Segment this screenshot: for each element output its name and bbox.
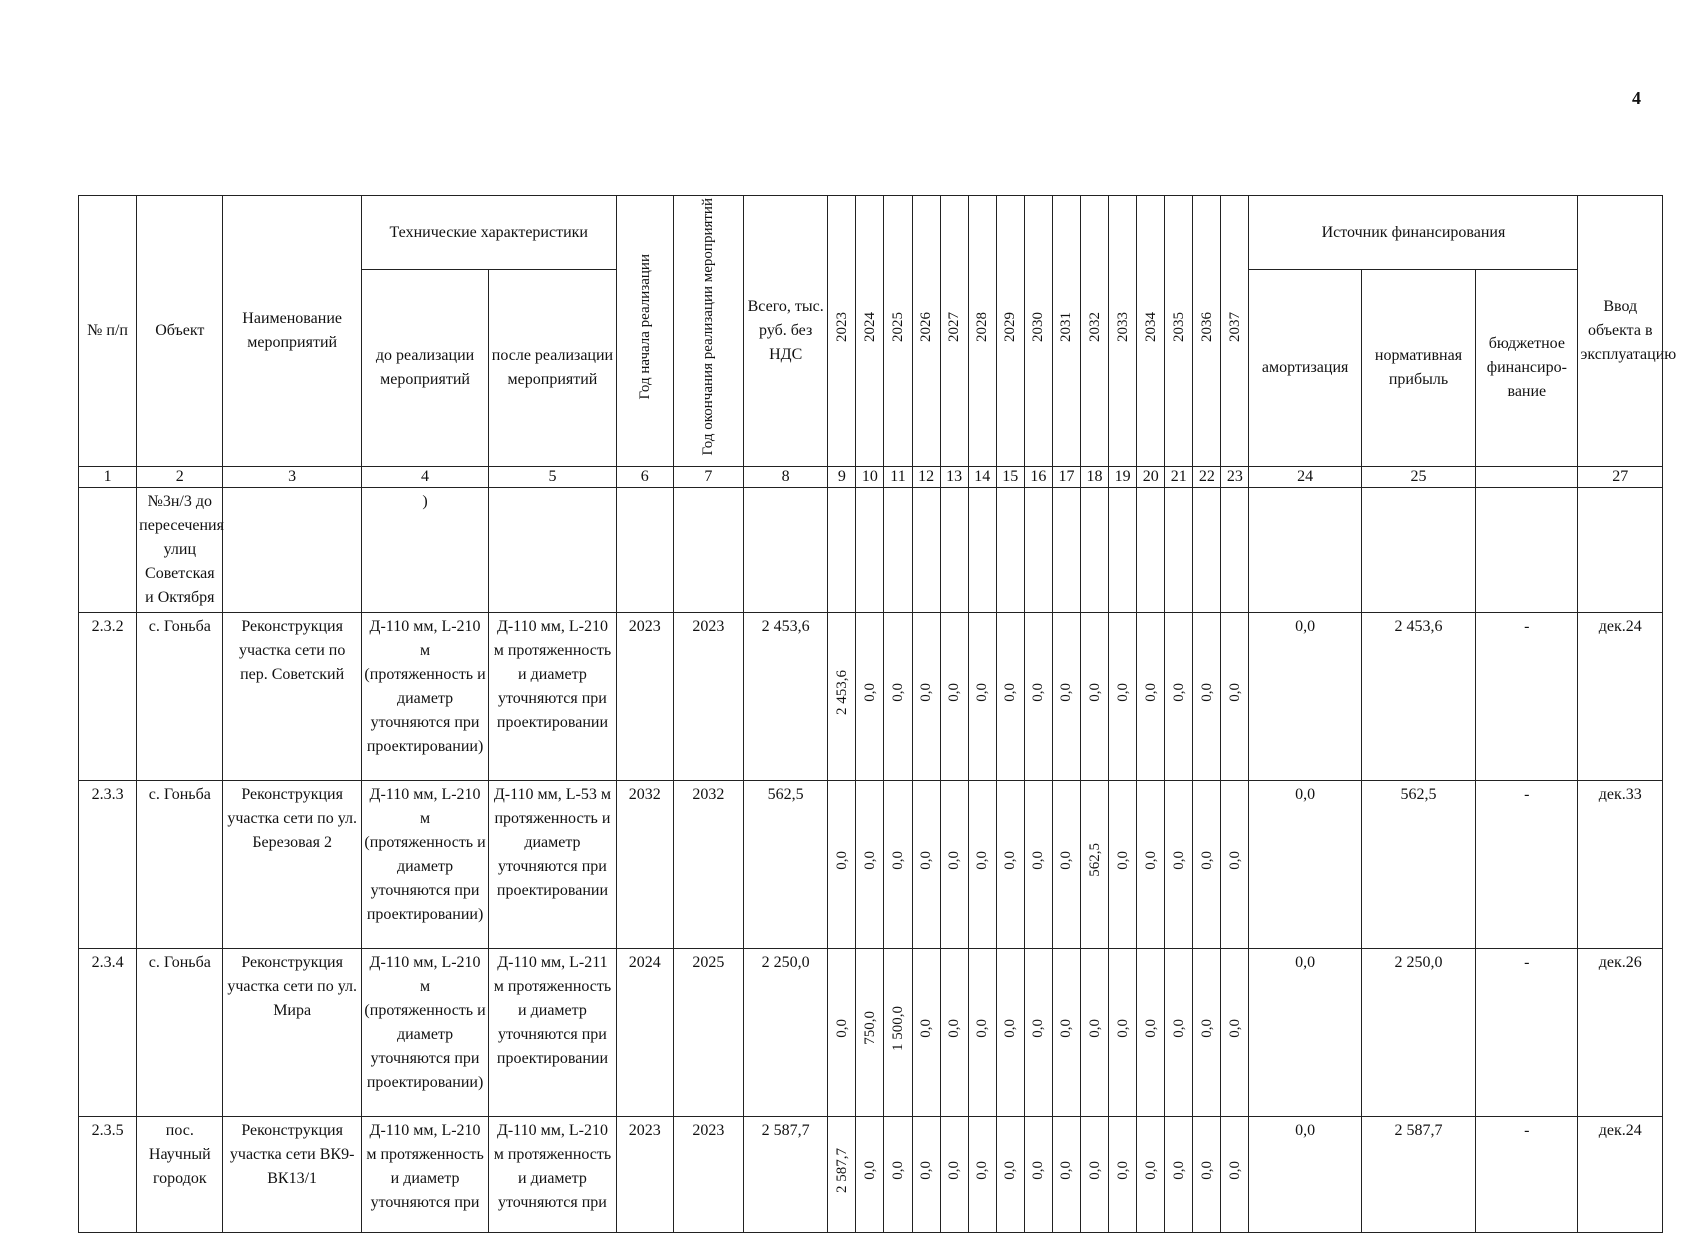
year-value: 0,0: [889, 1160, 906, 1180]
cell-amort: 0,0: [1249, 612, 1361, 780]
cell-year-value: [912, 612, 940, 780]
header-year: 2028: [968, 196, 996, 467]
year-value: 0,0: [1002, 850, 1019, 870]
cell-year-value: [1221, 780, 1249, 948]
cell-before: ): [361, 487, 488, 612]
cell-year-value: [996, 780, 1024, 948]
header-year: 2031: [1052, 196, 1080, 467]
cell-start: 2032: [616, 780, 673, 948]
cell-profit: [1361, 487, 1475, 612]
year-value: 0,0: [1058, 850, 1075, 870]
column-number: 20: [1137, 466, 1165, 487]
cell-year-value: [940, 1116, 968, 1232]
column-number: 25: [1361, 466, 1475, 487]
column-number: 12: [912, 466, 940, 487]
year-value: 0,0: [1114, 850, 1131, 870]
header-row-1: [79, 196, 1663, 270]
year-value: 0,0: [1198, 1018, 1215, 1038]
cell-num: 2.3.5: [79, 1116, 137, 1232]
header-total: Всего, тыс. руб. без НДС: [744, 196, 828, 467]
cell-year-value: [1024, 780, 1052, 948]
cell-year-value: [1081, 780, 1109, 948]
column-number: 8: [744, 466, 828, 487]
column-number: 3: [223, 466, 361, 487]
cell-end: 2023: [673, 612, 743, 780]
cell-year-value: [912, 780, 940, 948]
cell-start: 2023: [616, 1116, 673, 1232]
year-value: 0,0: [1058, 682, 1075, 702]
year-value: 0,0: [1114, 682, 1131, 702]
header-year: 2024: [856, 196, 884, 467]
cell-budget: [1476, 487, 1578, 612]
year-value: 0,0: [974, 1160, 991, 1180]
header-year: 2025: [884, 196, 912, 467]
table-row: [79, 948, 1663, 1116]
year-value: 750,0: [861, 1011, 878, 1045]
column-number: 18: [1081, 466, 1109, 487]
cell-year-value: [828, 780, 856, 948]
year-value: 0,0: [1226, 1018, 1243, 1038]
cell-year-value: [1193, 780, 1221, 948]
cell-year-value: [828, 612, 856, 780]
year-value: 0,0: [1226, 850, 1243, 870]
column-number: 17: [1052, 466, 1080, 487]
cell-after: Д-110 мм, L-210 м протяженность и диаметр уточняются при: [489, 1116, 616, 1232]
column-number: 7: [673, 466, 743, 487]
cell-commission: дек.26: [1578, 948, 1663, 1116]
cell-year-value: [1165, 948, 1193, 1116]
cell-name: [223, 487, 361, 612]
cell-year-value: [1137, 1116, 1165, 1232]
cell-year-value: [1165, 1116, 1193, 1232]
column-number: 16: [1024, 466, 1052, 487]
year-value: 0,0: [1142, 1160, 1159, 1180]
cell-year-value: [1193, 1116, 1221, 1232]
cell-budget: -: [1476, 948, 1578, 1116]
cell-before: Д-110 мм, L-210 м (протяженность и диаметр уточняются при проектировании): [361, 780, 488, 948]
column-number: 10: [856, 466, 884, 487]
cell-year-value: [884, 948, 912, 1116]
column-number: 14: [968, 466, 996, 487]
cell-before: Д-110 мм, L-210 м (протяженность и диаметр уточняются при проектировании): [361, 612, 488, 780]
cell-year-value: [1193, 612, 1221, 780]
year-value: 2 453,6: [833, 669, 850, 715]
year-value: 0,0: [833, 850, 850, 870]
column-number: 27: [1578, 466, 1663, 487]
cell-budget: -: [1476, 612, 1578, 780]
year-value: 0,0: [889, 850, 906, 870]
year-value: 0,0: [889, 682, 906, 702]
year-value: 0,0: [1198, 1160, 1215, 1180]
year-value: 0,0: [861, 850, 878, 870]
cell-profit: 2 250,0: [1361, 948, 1475, 1116]
cell-year-value: [1109, 780, 1137, 948]
year-value: 0,0: [946, 850, 963, 870]
cell-name: Реконструкция участка сети по пер. Советский: [223, 612, 361, 780]
column-number: 2: [137, 466, 223, 487]
year-value: 0,0: [946, 682, 963, 702]
cell-year-value: [1221, 612, 1249, 780]
cell-year-value: [940, 612, 968, 780]
cell-year-value: [856, 612, 884, 780]
cell-before: Д-110 мм, L-210 м протяженность и диаметр уточняются при: [361, 1116, 488, 1232]
cell-year-value: [1081, 948, 1109, 1116]
cell-commission: дек.24: [1578, 612, 1663, 780]
cell-year-value: [1109, 1116, 1137, 1232]
cell-name: Реконструкция участка сети по ул. Мира: [223, 948, 361, 1116]
cell-year-value: [1109, 948, 1137, 1116]
header-year: 2037: [1221, 196, 1249, 467]
cell-year-value: [884, 1116, 912, 1232]
cell-start: 2023: [616, 612, 673, 780]
header-year: 2030: [1024, 196, 1052, 467]
cell-object: с. Гоньба: [137, 780, 223, 948]
cell-object: с. Гоньба: [137, 948, 223, 1116]
cell-end: 2023: [673, 1116, 743, 1232]
cell-year-value: [1024, 948, 1052, 1116]
cell-budget: -: [1476, 780, 1578, 948]
investment-table: [78, 195, 1677, 1233]
year-value: 0,0: [918, 1160, 935, 1180]
cell-year-value: [856, 948, 884, 1116]
cell-name: Реконструкция участка сети по ул. Березовая 2: [223, 780, 361, 948]
cell-year-value: [1024, 1116, 1052, 1232]
cell-amort: 0,0: [1249, 780, 1361, 948]
header-commission: Ввод объекта в эксплуатацию: [1578, 196, 1663, 467]
cell-year-value: [996, 1116, 1024, 1232]
cell-num: 2.3.2: [79, 612, 137, 780]
cell-commission: дек.33: [1578, 780, 1663, 948]
cell-object: пос. Научный городок: [137, 1116, 223, 1232]
cell-year-value: [1024, 612, 1052, 780]
column-number: 15: [996, 466, 1024, 487]
column-number: 24: [1249, 466, 1361, 487]
cell-commission: дек.24: [1578, 1116, 1663, 1232]
cell-total: 562,5: [744, 780, 828, 948]
column-number: 11: [884, 466, 912, 487]
cell-total: 2 453,6: [744, 612, 828, 780]
cell-amort: 0,0: [1249, 1116, 1361, 1232]
year-value: 0,0: [1086, 682, 1103, 702]
cell-year-value: [1137, 612, 1165, 780]
column-number: 5: [489, 466, 616, 487]
year-value: 0,0: [1198, 682, 1215, 702]
cell-year-value: [1052, 780, 1080, 948]
year-value: 0,0: [1226, 682, 1243, 702]
cell-year-value: [1109, 612, 1137, 780]
cell-year-value: [1137, 780, 1165, 948]
cell-year-value: [1081, 612, 1109, 780]
cell-year-value: [884, 780, 912, 948]
cell-year-value: [1221, 948, 1249, 1116]
header-before: до реализации мероприятий: [361, 270, 488, 467]
year-value: 0,0: [918, 850, 935, 870]
year-value: 0,0: [1226, 1160, 1243, 1180]
year-value: 0,0: [946, 1160, 963, 1180]
cell-year-value: [828, 948, 856, 1116]
cell-year-value: [912, 948, 940, 1116]
year-value: 0,0: [946, 1018, 963, 1038]
column-number: 4: [361, 466, 488, 487]
year-value: 0,0: [1142, 682, 1159, 702]
header-year: 2035: [1165, 196, 1193, 467]
year-value: 562,5: [1086, 843, 1103, 877]
year-value: 0,0: [1114, 1160, 1131, 1180]
column-number: 1: [79, 466, 137, 487]
page-number: 4: [1632, 88, 1641, 108]
cell-profit: 562,5: [1361, 780, 1475, 948]
cell-before: Д-110 мм, L-210 м (протяженность и диаметр уточняются при проектировании): [361, 948, 488, 1116]
table-row: [79, 612, 1663, 780]
header-budget: бюджетное финансиро-вание: [1476, 270, 1578, 467]
cell-amort: [1249, 487, 1361, 612]
cell-year-value: [940, 948, 968, 1116]
cell-object: №3н/3 до пересечения улиц Советская и Октября: [137, 487, 223, 612]
year-value: 0,0: [833, 1018, 850, 1038]
column-number: 13: [940, 466, 968, 487]
header-num: № п/п: [79, 196, 137, 467]
year-value: 0,0: [1170, 682, 1187, 702]
cell-after: Д-110 мм, L-210 м протяженность и диаметр уточняются при проектировании: [489, 612, 616, 780]
year-value: 0,0: [1142, 850, 1159, 870]
year-value: 0,0: [1142, 1018, 1159, 1038]
year-value: 0,0: [1002, 1018, 1019, 1038]
header-start-year: Год начала реализации: [616, 196, 673, 467]
year-value: 0,0: [974, 682, 991, 702]
cell-num: 2.3.3: [79, 780, 137, 948]
cell-total: 2 250,0: [744, 948, 828, 1116]
header-year: 2027: [940, 196, 968, 467]
cell-end: [673, 487, 743, 612]
cell-year-value: [1193, 948, 1221, 1116]
cell-total: 2 587,7: [744, 1116, 828, 1232]
cell-year-value: [1081, 1116, 1109, 1232]
header-year: 2033: [1109, 196, 1137, 467]
column-number: 23: [1221, 466, 1249, 487]
header-after: после реализации мероприятий: [489, 270, 616, 467]
header-year: 2034: [1137, 196, 1165, 467]
header-year: 2036: [1193, 196, 1221, 467]
cell-year-value: [856, 780, 884, 948]
cell-commission: [1578, 487, 1663, 612]
year-value: 0,0: [1002, 682, 1019, 702]
cell-year-value: [996, 948, 1024, 1116]
cell-year-value: [1052, 1116, 1080, 1232]
cell-num: [79, 487, 137, 612]
year-value: 0,0: [974, 1018, 991, 1038]
cell-year-value: [912, 1116, 940, 1232]
cell-year-value: [1052, 948, 1080, 1116]
cell-year-value: [968, 948, 996, 1116]
cell-year-value: [968, 1116, 996, 1232]
year-value: 1 500,0: [889, 1005, 906, 1051]
year-value: 0,0: [1170, 1160, 1187, 1180]
year-value: 0,0: [1030, 1018, 1047, 1038]
year-value: 0,0: [918, 1018, 935, 1038]
year-value: 0,0: [1198, 850, 1215, 870]
header-year: 2029: [996, 196, 1024, 467]
cell-year-value: [996, 612, 1024, 780]
column-number-row: [79, 466, 1663, 487]
cell-budget: -: [1476, 1116, 1578, 1232]
year-value: 0,0: [1114, 1018, 1131, 1038]
year-value: 0,0: [861, 682, 878, 702]
cell-name: Реконструкция участка сети ВК9-ВК13/1: [223, 1116, 361, 1232]
year-value: 0,0: [1086, 1018, 1103, 1038]
year-value: 0,0: [1086, 1160, 1103, 1180]
year-value: 0,0: [1170, 850, 1187, 870]
cell-profit: 2 453,6: [1361, 612, 1475, 780]
cell-year-value: [968, 780, 996, 948]
column-number: 19: [1109, 466, 1137, 487]
cell-year-value: [1052, 612, 1080, 780]
header-year: 2032: [1081, 196, 1109, 467]
cell-end: 2032: [673, 780, 743, 948]
continuation-row: [79, 487, 1663, 612]
year-value: 0,0: [918, 682, 935, 702]
cell-num: 2.3.4: [79, 948, 137, 1116]
header-name: Наименование мероприятий: [223, 196, 361, 467]
table-row: [79, 1116, 1663, 1232]
header-year: 2023: [828, 196, 856, 467]
year-value: 2 587,7: [833, 1147, 850, 1193]
cell-year-value: [1137, 948, 1165, 1116]
cell-year-value: [940, 780, 968, 948]
cell-year-value: [1221, 1116, 1249, 1232]
column-number: [1476, 466, 1578, 487]
header-end-year: Год окончания реализации мероприятий: [673, 196, 743, 467]
cell-year-value: [856, 1116, 884, 1232]
column-number: 21: [1165, 466, 1193, 487]
cell-total: [744, 487, 828, 612]
year-value: 0,0: [1030, 850, 1047, 870]
column-number: 9: [828, 466, 856, 487]
cell-end: 2025: [673, 948, 743, 1116]
cell-start: 2024: [616, 948, 673, 1116]
cell-start: [616, 487, 673, 612]
header-object: Объект: [137, 196, 223, 467]
cell-profit: 2 587,7: [1361, 1116, 1475, 1232]
cell-after: Д-110 мм, L-53 м протяженность и диаметр уточняются при проектировании: [489, 780, 616, 948]
header-tech: Технические характеристики: [361, 196, 616, 270]
header-funding: Источник финансирования: [1249, 196, 1578, 270]
column-number: 6: [616, 466, 673, 487]
cell-year-value: [828, 1116, 856, 1232]
cell-amort: 0,0: [1249, 948, 1361, 1116]
year-value: 0,0: [974, 850, 991, 870]
year-value: 0,0: [1058, 1018, 1075, 1038]
header-year: 2026: [912, 196, 940, 467]
year-value: 0,0: [1030, 1160, 1047, 1180]
year-value: 0,0: [1170, 1018, 1187, 1038]
year-value: 0,0: [861, 1160, 878, 1180]
year-value: 0,0: [1058, 1160, 1075, 1180]
header-profit: нормативная прибыль: [1361, 270, 1475, 467]
year-value: 0,0: [1002, 1160, 1019, 1180]
table-row: [79, 780, 1663, 948]
cell-after: [489, 487, 616, 612]
cell-year-value: [884, 612, 912, 780]
cell-year-value: [1165, 612, 1193, 780]
column-number: 22: [1193, 466, 1221, 487]
cell-object: с. Гоньба: [137, 612, 223, 780]
header-amort: амортизация: [1249, 270, 1361, 467]
cell-after: Д-110 мм, L-211 м протяженность и диаметр уточняются при проектировании: [489, 948, 616, 1116]
cell-year-value: [968, 612, 996, 780]
cell-year-value: [1165, 780, 1193, 948]
year-value: 0,0: [1030, 682, 1047, 702]
